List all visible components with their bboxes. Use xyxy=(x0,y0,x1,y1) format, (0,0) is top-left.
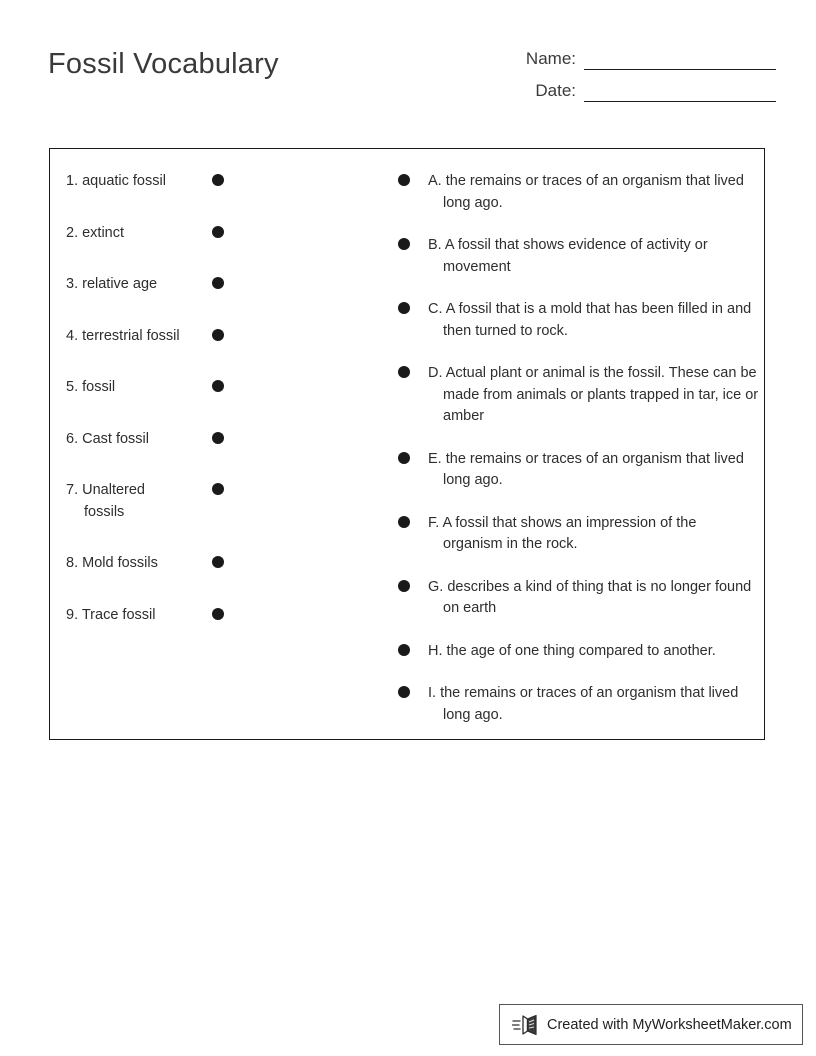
definition-match-target[interactable] xyxy=(380,641,428,656)
term-label: 4. terrestrial fossil xyxy=(66,327,180,344)
term-row xyxy=(50,480,380,523)
terms-column xyxy=(50,171,380,656)
match-dot-icon[interactable] xyxy=(212,608,224,620)
term-row xyxy=(50,274,380,296)
definitions-column xyxy=(380,171,764,747)
definition-match-target[interactable] xyxy=(380,171,428,186)
definition-match-target[interactable] xyxy=(380,235,428,250)
definition-label: C. A fossil that is a mold that has been filled in and then turned to rock. xyxy=(428,301,752,339)
name-field-row xyxy=(506,44,776,70)
match-dot-icon[interactable] xyxy=(398,452,410,464)
definition-row xyxy=(380,641,764,663)
definition-row xyxy=(380,577,764,620)
footer-attribution-badge[interactable] xyxy=(499,1004,803,1045)
date-field-row xyxy=(506,76,776,102)
definition-label: H. the age of one thing compared to another. xyxy=(428,642,716,659)
page-title: Fossil Vocabulary xyxy=(48,48,279,80)
definition-label: A. the remains or traces of an organism that lived long ago. xyxy=(428,173,744,211)
definition-row xyxy=(380,513,764,556)
match-dot-icon[interactable] xyxy=(398,174,410,186)
definition-match-target[interactable] xyxy=(380,577,428,592)
match-dot-icon[interactable] xyxy=(212,380,224,392)
definition-row xyxy=(380,449,764,492)
match-dot-icon[interactable] xyxy=(212,483,224,495)
match-dot-icon[interactable] xyxy=(398,644,410,656)
term-label: 5. fossil xyxy=(66,379,116,395)
term-match-target[interactable] xyxy=(188,274,248,289)
match-dot-icon[interactable] xyxy=(212,277,224,289)
worksheet-maker-logo-icon xyxy=(512,1013,540,1037)
term-match-target[interactable] xyxy=(188,326,248,341)
definition-label: B. A fossil that shows evidence of activity or movement xyxy=(428,237,708,275)
match-dot-icon[interactable] xyxy=(212,556,224,568)
term-row xyxy=(50,326,380,348)
term-row xyxy=(50,171,380,193)
term-row xyxy=(50,553,380,575)
term-match-target[interactable] xyxy=(188,171,248,186)
definition-match-target[interactable] xyxy=(380,449,428,464)
definition-label: I. the remains or traces of an organism that lived long ago. xyxy=(428,685,739,723)
match-dot-icon[interactable] xyxy=(398,302,410,314)
match-dot-icon[interactable] xyxy=(212,174,224,186)
term-row xyxy=(50,429,380,451)
definition-label: F. A fossil that shows an impression of the organism in the rock. xyxy=(428,514,697,552)
term-match-target[interactable] xyxy=(188,553,248,568)
term-row xyxy=(50,377,380,399)
match-dot-icon[interactable] xyxy=(398,516,410,528)
match-dot-icon[interactable] xyxy=(212,226,224,238)
match-dot-icon[interactable] xyxy=(398,238,410,250)
definition-row xyxy=(380,299,764,342)
definition-row xyxy=(380,683,764,726)
definition-label: E. the remains or traces of an organism that lived long ago. xyxy=(428,450,744,488)
term-match-target[interactable] xyxy=(188,480,248,495)
definition-row xyxy=(380,235,764,278)
term-match-target[interactable] xyxy=(188,377,248,392)
match-dot-icon[interactable] xyxy=(398,366,410,378)
definition-row xyxy=(380,363,764,428)
worksheet-header xyxy=(0,0,816,148)
term-label: 3. relative age xyxy=(66,276,158,292)
term-label: 8. Mold fossils xyxy=(66,555,158,571)
matching-exercise-box xyxy=(49,148,765,740)
definition-match-target[interactable] xyxy=(380,363,428,378)
date-label: Date: xyxy=(535,81,576,100)
term-match-target[interactable] xyxy=(188,429,248,444)
date-input[interactable] xyxy=(584,79,776,102)
definition-label: G. describes a kind of thing that is no longer found on earth xyxy=(428,578,752,616)
definition-match-target[interactable] xyxy=(380,513,428,528)
term-label: 9. Trace fossil xyxy=(66,606,156,623)
term-label: 1. aquatic fossil xyxy=(66,173,166,189)
footer-attribution-text: Created with MyWorksheetMaker.com xyxy=(547,1016,792,1033)
term-row xyxy=(50,223,380,245)
term-label: 2. extinct xyxy=(66,224,125,241)
definition-match-target[interactable] xyxy=(380,683,428,698)
match-dot-icon[interactable] xyxy=(398,686,410,698)
definition-match-target[interactable] xyxy=(380,299,428,314)
term-match-target[interactable] xyxy=(188,223,248,238)
term-label: 6. Cast fossil xyxy=(66,430,149,447)
match-dot-icon[interactable] xyxy=(212,329,224,341)
match-dot-icon[interactable] xyxy=(398,580,410,592)
term-label: 7. Unaltered fossils xyxy=(66,482,145,520)
match-dot-icon[interactable] xyxy=(212,432,224,444)
term-match-target[interactable] xyxy=(188,605,248,620)
definition-row xyxy=(380,171,764,214)
name-input[interactable] xyxy=(584,47,776,70)
name-label: Name: xyxy=(525,49,576,68)
definition-label: D. Actual plant or animal is the fossil. These can be made from animals or plants trapped in tar, ice or amber xyxy=(428,365,759,424)
term-row xyxy=(50,605,380,627)
